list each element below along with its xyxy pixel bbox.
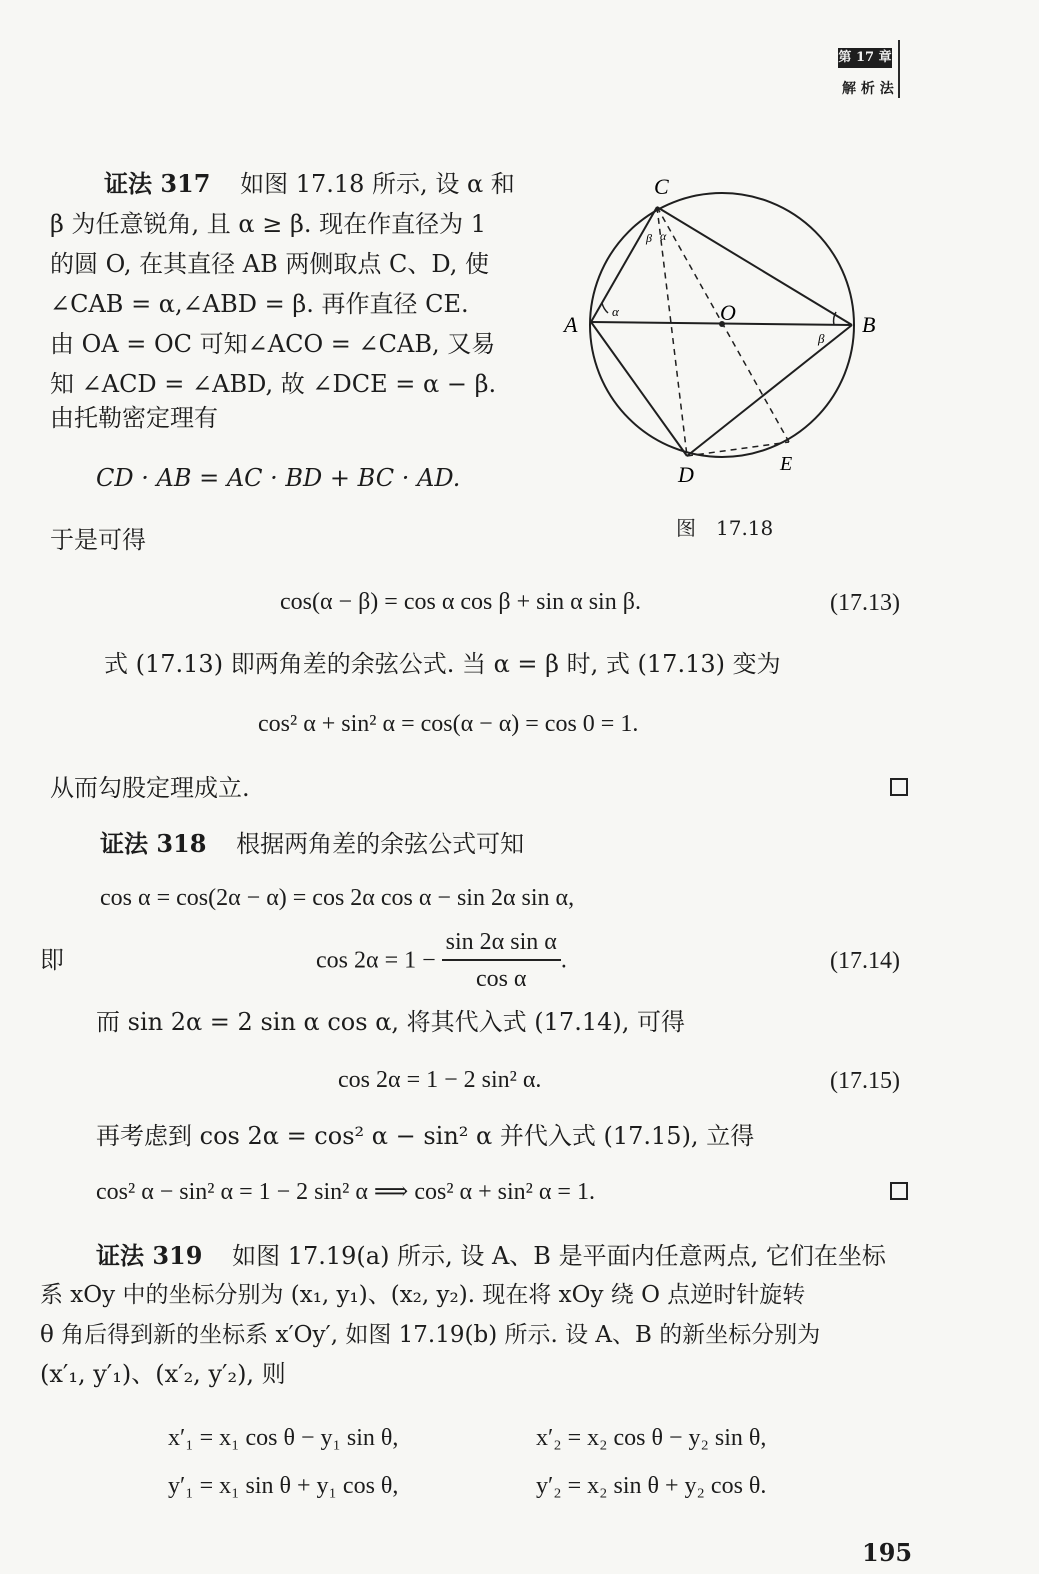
pythagorean-identity: cos² α + sin² α = cos(α − α) = cos 0 = 1. [258,711,639,737]
proof317-line-4: ∠CAB = α,∠ABD = β. 再作直径 CE. [50,290,469,318]
note-text: 式 (17.13) 即两角差的余弦公式. 当 α = β 时, 式 (17.13) 变为 [104,650,781,678]
chapter-subtitle: 解 析 法 [842,81,894,97]
figure-17-18 [560,170,880,490]
proof318-intro: 根据两角差的余弦公式可知 [236,830,525,858]
header-rule [898,40,900,98]
equation-number-17-14: (17.14) [830,948,900,974]
proof319-line-2: 系 xOy 中的坐标分别为 (x₁, y₁)、(x₂, y₂). 现在将 xOy 绕 O 点逆时针旋转 [40,1282,806,1308]
fraction-denominator: cos α [475,965,527,992]
proof318-final: cos² α − sin² α = 1 − 2 sin² α ⟹ cos² α + sin² α = 1. [96,1179,595,1205]
proof317-line-3: 的圆 O, 在其直径 AB 两侧取点 C、D, 使 [50,250,490,278]
rotation-equation-x1: x′₁ = x₁ cos θ − y₁ sin θ, [168,1425,399,1451]
equation-17-13: cos(α − β) = cos α cos β + sin α sin β. [280,589,641,615]
angle-alpha-arc [602,303,608,313]
proof317-line-2: β 为任意锐角, 且 α ≥ β. 现在作直径为 1 [50,210,486,238]
equation-17-14-fraction [442,928,561,994]
proof318-line-2: 而 sin 2α = 2 sin α cos α, 将其代入式 (17.14), 可得 [96,1008,685,1036]
qed-box-317 [890,778,908,800]
label-e: E [780,453,793,475]
proof318-equation-1: cos α = cos(2α − α) = cos 2α cos α − sin 2α sin α, [100,885,575,911]
figure-caption: 图 17.18 [676,516,774,540]
page-number: 195 [862,1538,913,1567]
label-b: B [862,312,876,337]
label-o: O [720,300,736,325]
rotation-equation-y2: y′₂ = x₂ sin θ + y₂ cos θ. [536,1473,767,1499]
rotation-equation-y1: y′₁ = x₁ sin θ + y₁ cos θ, [168,1473,399,1499]
label-c: C [654,174,669,199]
proof319-line-1: 如图 17.19(a) 所示, 设 A、B 是平面内任意两点, 它们在坐标 [232,1242,886,1270]
segment-db [687,325,852,456]
equation-number-17-13: (17.13) [830,590,900,616]
equation-17-14: cos 2α = 1 − $\frac{\text{sin 2α sin α}}{\text{cos α}}$ . [316,929,567,992]
equation-17-15: cos 2α = 1 − 2 sin² α. [338,1067,542,1093]
proof317-line-6: 知 ∠ACD = ∠ABD, 故 ∠DCE = α − β. [50,370,497,398]
proof318-line-3: 再考虑到 cos 2α = cos² α − sin² α 并代入式 (17.15), 立得 [96,1122,755,1150]
ptolemy-equation: CD · AB = AC · BD + BC · AD. [96,464,461,492]
chapter-badge: 第 17 章 [838,48,892,68]
conclusion-text: 从而勾股定理成立. [50,774,250,802]
rotation-equation-x2: x′₂ = x₂ cos θ − y₂ sin θ, [536,1425,767,1451]
proof319-line-4: (x′₁, y′₁)、(x′₂, y′₂), 则 [40,1360,286,1388]
proof318-label: 证法 318 [100,829,207,858]
proof318-intro-line [100,829,525,858]
proof319-line-3: θ 角后得到新的坐标系 x′Oy′, 如图 17.19(b) 所示. 设 A、B 的新坐标分别为 [40,1322,821,1348]
equation-number-17-15: (17.15) [830,1068,900,1094]
segment-cd-dashed [657,207,687,456]
fraction-numerator: sin 2α sin α [442,928,561,961]
proof317-line-1: 如图 17.18 所示, 设 α 和 [240,170,515,198]
label-alpha-at-c: α [660,229,667,243]
equation-17-14-lhs: cos 2α = 1 − [316,947,436,974]
then-text: 于是可得 [50,526,146,554]
segment-cb [657,207,852,325]
proof319-first-line [96,1241,886,1270]
label-d: D [678,462,694,487]
proof317-label: 证法 317 [104,169,211,198]
proof319-label: 证法 319 [96,1241,203,1270]
label-a: A [564,312,578,337]
segment-ac [591,207,657,322]
label-beta-at-b: β [818,331,825,346]
proof317-line-7: 由托勒密定理有 [50,404,218,432]
ji-text: 即 [40,946,64,974]
qed-box-318 [890,1182,908,1204]
label-alpha-at-a: α [612,304,619,319]
proof317-first-line [104,169,515,198]
label-beta-at-c: β [646,231,652,245]
proof317-line-5: 由 OA = OC 可知∠ACO = ∠CAB, 又易 [50,330,496,358]
